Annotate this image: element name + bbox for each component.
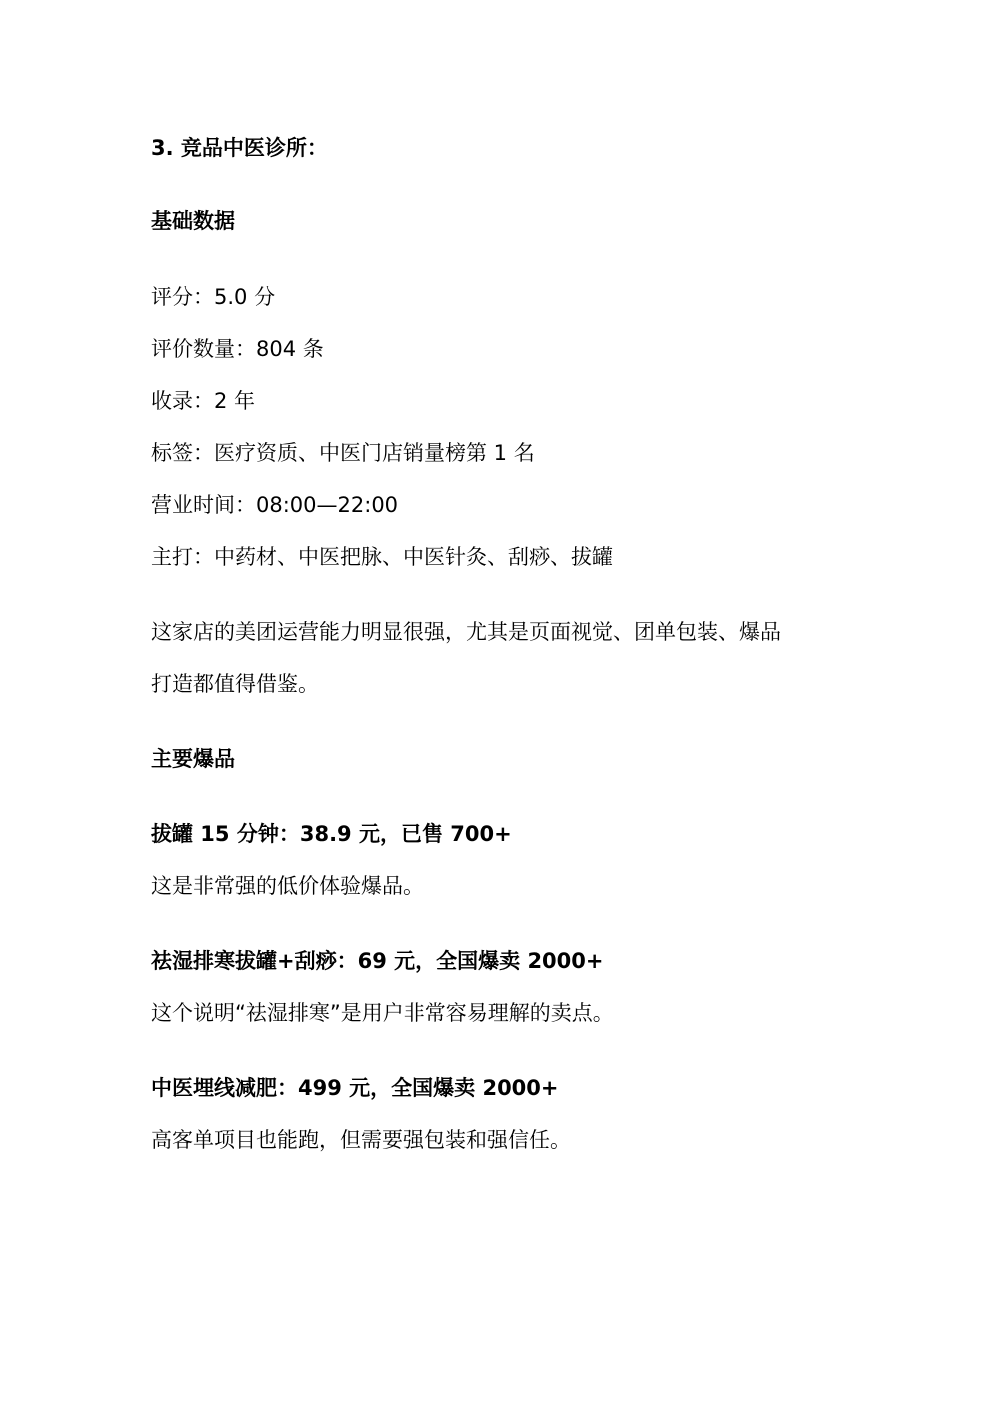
hot-product-description: 这个说明“祛湿排寒”是用户非常容易理解的卖点。 [151,1001,614,1025]
tags-line: 标签：医疗资质、中医门店销量榜第 1 名 [151,441,535,465]
hot-product-description: 这是非常强的低价体验爆品。 [151,874,424,898]
listed-years-line: 收录：2 年 [151,389,256,413]
main-services-line: 主打：中药材、中医把脉、中医针灸、刮痧、拔罐 [151,545,613,569]
summary-paragraph-line-1: 这家店的美团运营能力明显很强，尤其是页面视觉、团单包装、爆品 [151,620,781,644]
hot-product-title: 祛湿排寒拔罐+刮痧：69 元，全国爆卖 2000+ [151,949,604,973]
rating-line: 评分：5.0 分 [151,285,276,309]
basic-data-heading: 基础数据 [151,209,235,233]
hot-products-heading: 主要爆品 [151,747,235,771]
hot-product-description: 高客单项目也能跑，但需要强包装和强信任。 [151,1128,571,1152]
summary-paragraph-line-2: 打造都值得借鉴。 [151,672,319,696]
section-title: 3. 竞品中医诊所： [151,136,328,160]
business-hours-line: 营业时间：08:00—22:00 [151,493,399,517]
hot-product-title: 中医埋线减肥：499 元，全国爆卖 2000+ [151,1076,559,1100]
review-count-line: 评价数量：804 条 [151,337,324,361]
hot-product-title: 拔罐 15 分钟：38.9 元，已售 700+ [151,822,512,846]
